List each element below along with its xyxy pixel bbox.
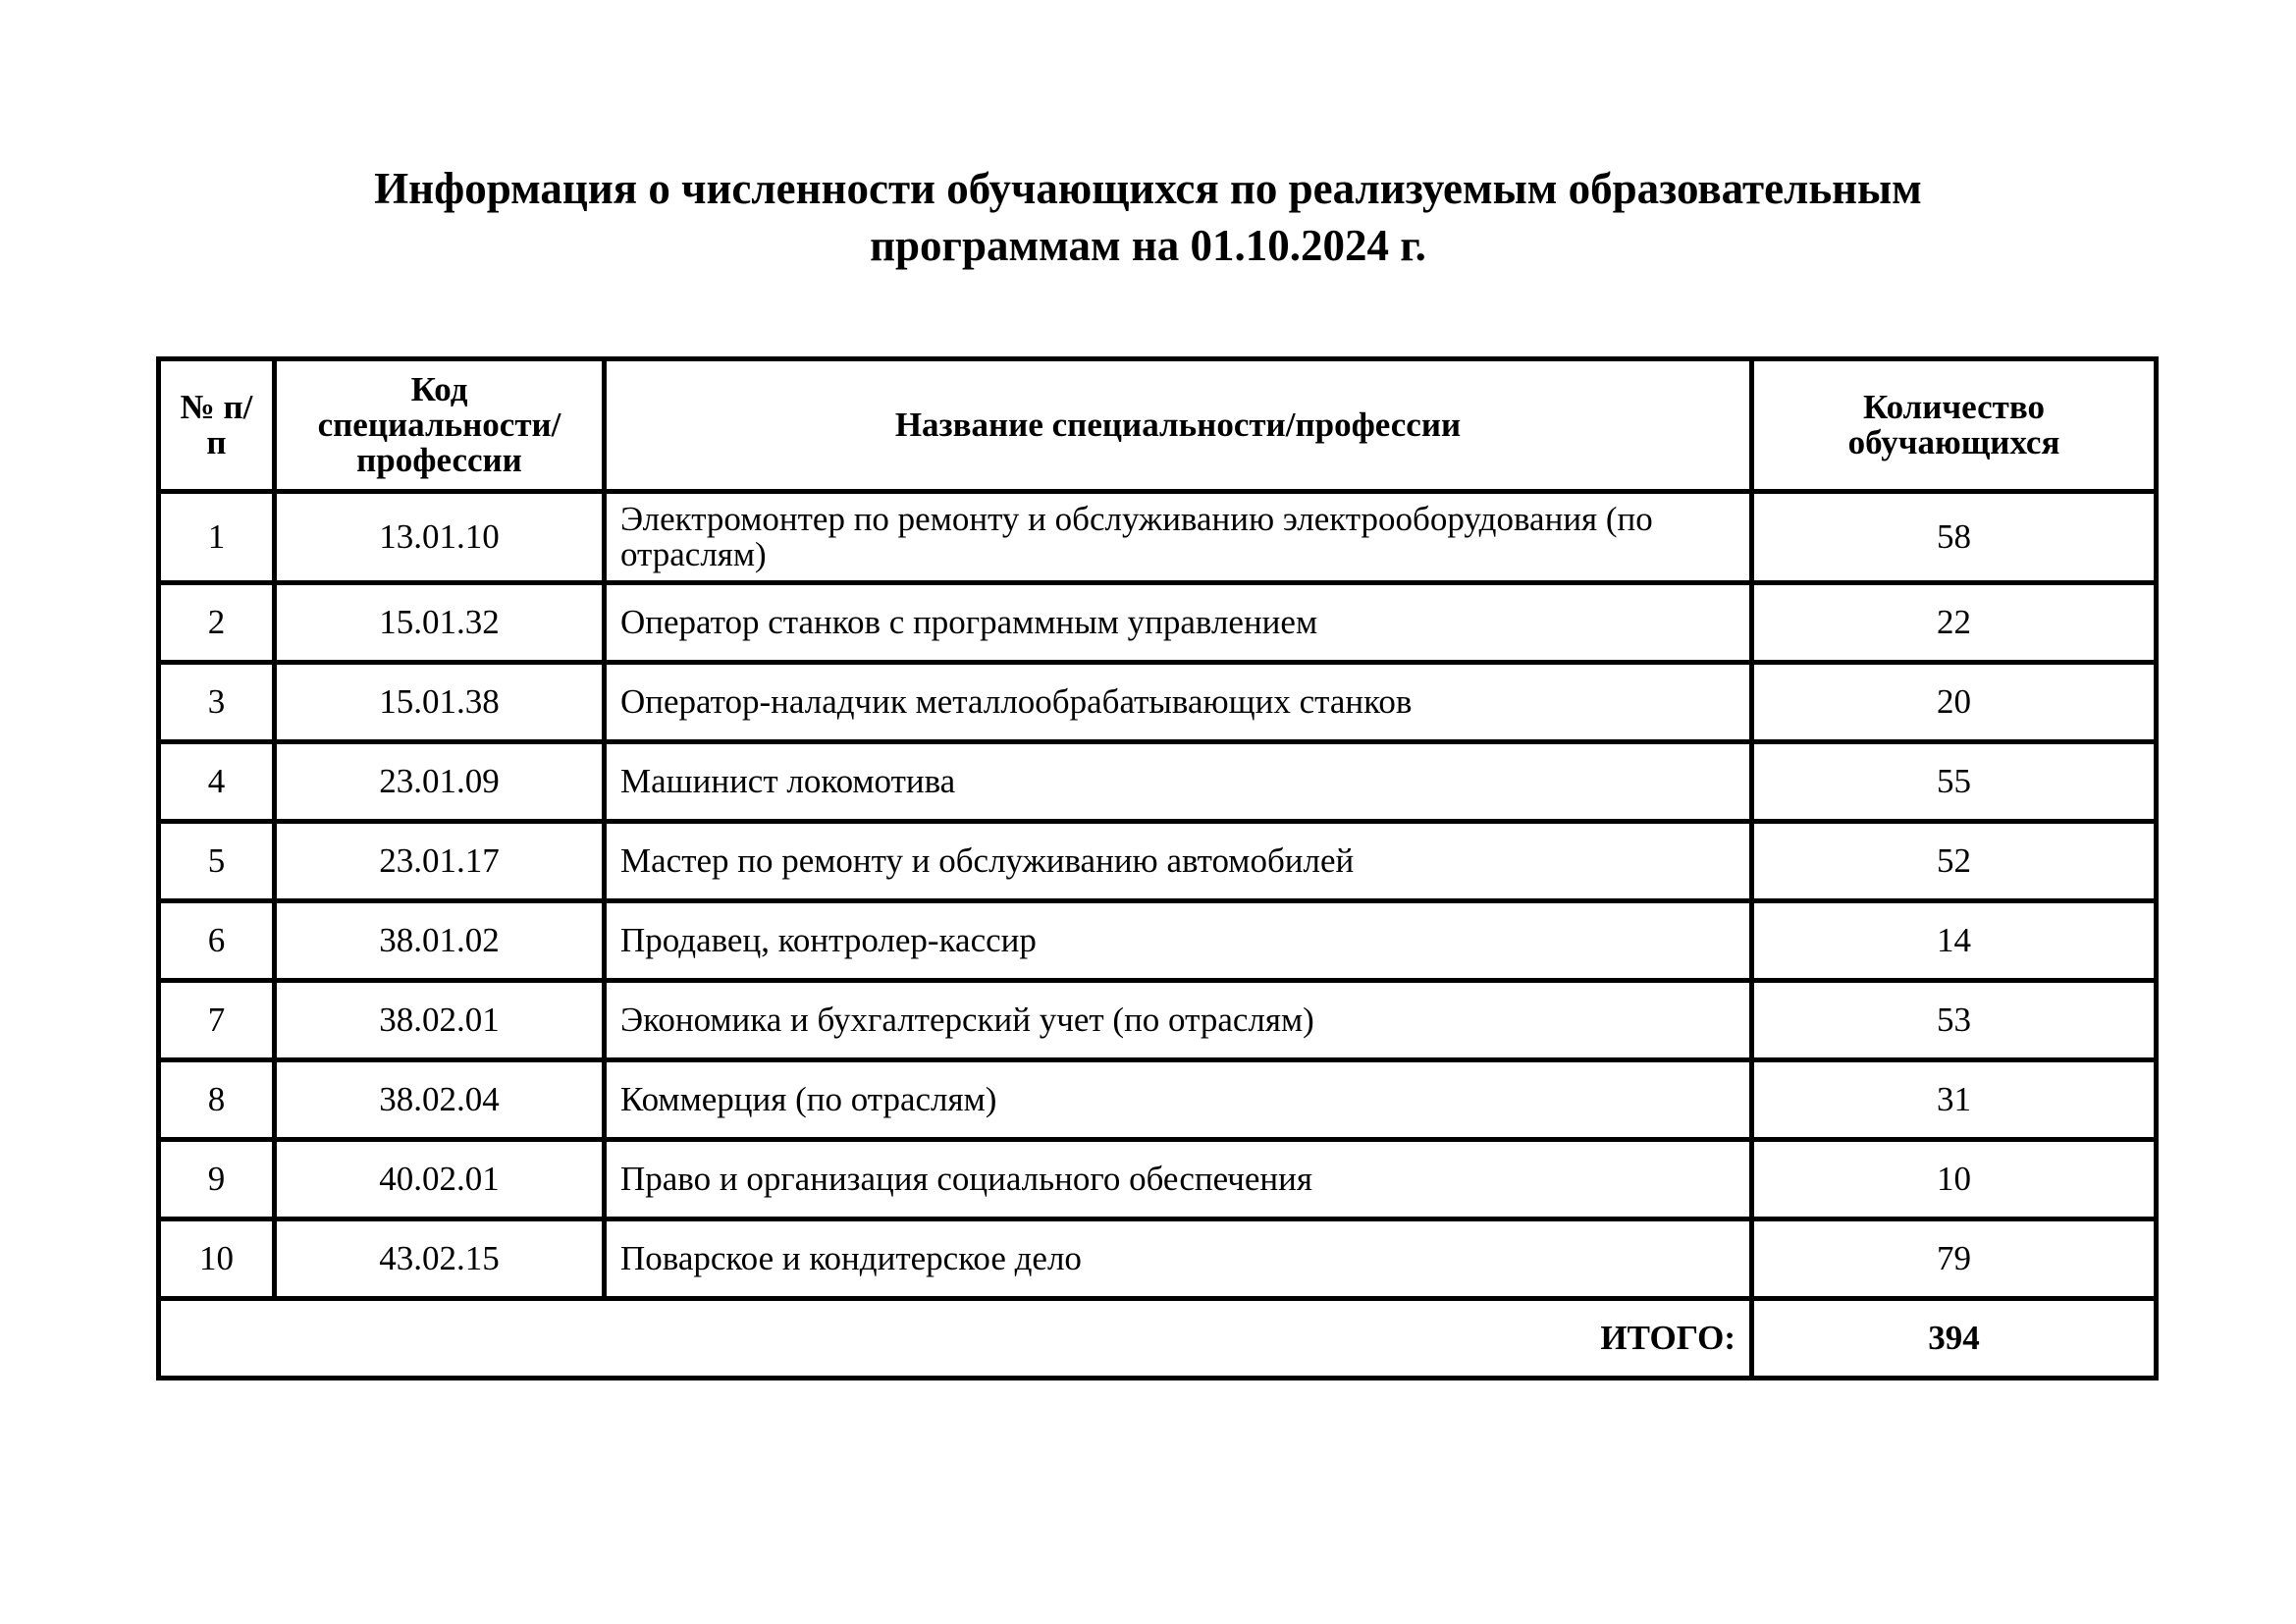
table-row [159,663,2157,742]
row-count: 20 [1752,663,2157,742]
row-code: 38.02.01 [275,981,605,1060]
header-code: Код специальности/профессии [275,359,605,492]
row-code: 15.01.38 [275,663,605,742]
row-num: 9 [159,1140,275,1219]
row-name: Мастер по ремонту и обслуживанию автомобилей [605,822,1752,901]
page-title-line-1: Информация о численности обучающихся по реализуемым образовательным [374,164,1922,213]
row-count: 55 [1752,742,2157,822]
row-count: 22 [1752,583,2157,663]
table-row [159,583,2157,663]
row-count: 52 [1752,822,2157,901]
row-count: 31 [1752,1060,2157,1140]
row-count: 10 [1752,1140,2157,1219]
row-code: 23.01.09 [275,742,605,822]
table-row [159,901,2157,981]
row-num: 7 [159,981,275,1060]
row-count: 14 [1752,901,2157,981]
row-code: 15.01.32 [275,583,605,663]
row-name: Коммерция (по отраслям) [605,1060,1752,1140]
row-num: 6 [159,901,275,981]
row-code: 23.01.17 [275,822,605,901]
row-num: 8 [159,1060,275,1140]
row-num: 3 [159,663,275,742]
row-name: Поварское и кондитерское дело [605,1219,1752,1299]
row-name: Продавец, контролер-кассир [605,901,1752,981]
row-name: Право и организация социального обеспечения [605,1140,1752,1219]
total-label: ИТОГО: [159,1299,1752,1379]
row-count: 53 [1752,981,2157,1060]
row-num: 5 [159,822,275,901]
page-title-line-2: программам на 01.10.2024 г. [870,221,1426,270]
header-num: № п/п [159,359,275,492]
row-num: 4 [159,742,275,822]
table-row [159,1219,2157,1299]
row-num: 10 [159,1219,275,1299]
students-table [156,356,2159,1380]
total-row [159,1299,2157,1379]
header-count: Количество обучающихся [1752,359,2157,492]
table-row [159,822,2157,901]
row-count: 79 [1752,1219,2157,1299]
row-name: Машинист локомотива [605,742,1752,822]
table-row [159,1140,2157,1219]
total-value: 394 [1752,1299,2157,1379]
row-name: Экономика и бухгалтерский учет (по отраслям) [605,981,1752,1060]
row-code: 43.02.15 [275,1219,605,1299]
row-code: 40.02.01 [275,1140,605,1219]
row-code: 13.01.10 [275,492,605,583]
row-name: Оператор-наладчик металлообрабатывающих станков [605,663,1752,742]
header-name: Название специальности/профессии [605,359,1752,492]
table-row [159,1060,2157,1140]
table-header-row [159,359,2157,492]
page-title [0,160,2296,274]
table-row [159,492,2157,583]
row-code: 38.02.04 [275,1060,605,1140]
row-num: 1 [159,492,275,583]
table-row [159,742,2157,822]
row-code: 38.01.02 [275,901,605,981]
row-name: Электромонтер по ремонту и обслуживанию электрооборудования (по отраслям) [605,492,1752,583]
row-count: 58 [1752,492,2157,583]
row-name: Оператор станков с программным управлением [605,583,1752,663]
table-row [159,981,2157,1060]
row-num: 2 [159,583,275,663]
